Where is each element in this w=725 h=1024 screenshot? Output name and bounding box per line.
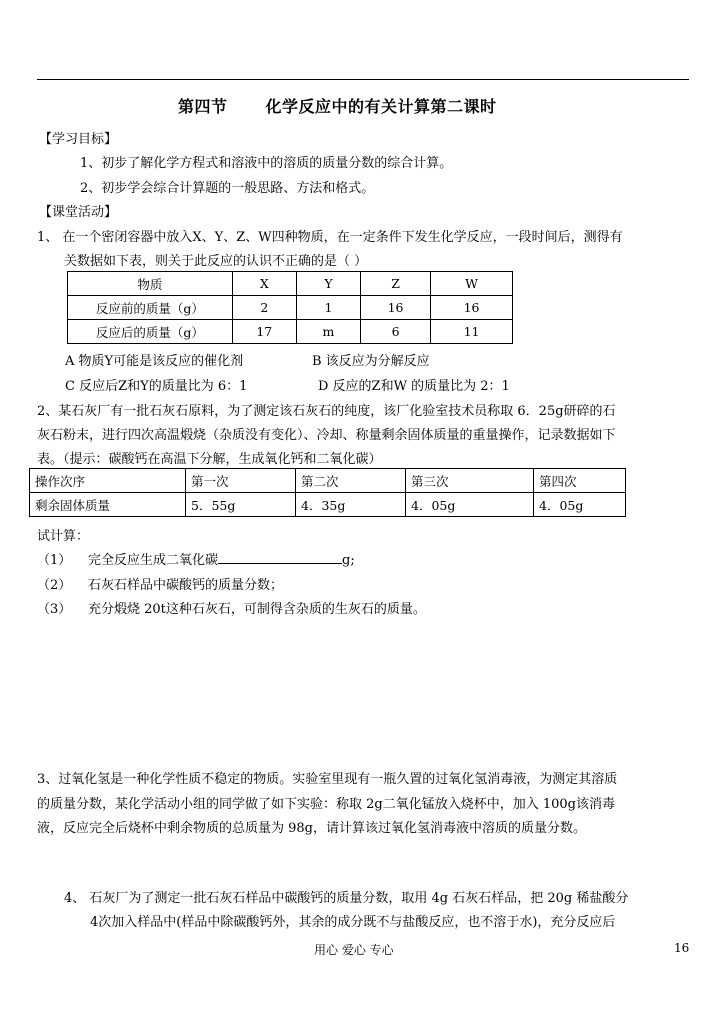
table-cell: 11 xyxy=(431,320,513,344)
table-row xyxy=(68,320,513,344)
q3-line-1: 3、过氧化氢是一种化学性质不稳定的物质。实验室里现有一瓶久置的过氧化氢消毒液，为测定其溶质 xyxy=(37,772,618,787)
q3-line-2: 的质量分数，某化学活动小组的同学做了如下实验：称取 2g二氧化锰放入烧杯中，加入 100g该消毒 xyxy=(37,797,615,812)
q2-sub1-unit: g; xyxy=(342,553,355,568)
q1-option-a: A 物质Y可能是该反应的催化剂 xyxy=(65,354,244,369)
q2-sub1 xyxy=(88,549,355,568)
q4-line-1: 4、 石灰厂为了测定一批石灰石样品中碳酸钙的质量分数，取用 4g 石灰石样品，把 20g 稀盐酸分 xyxy=(64,891,629,906)
table-cell: 17 xyxy=(232,320,296,344)
q2-sub3: 充分煅烧 20t这种石灰石，可制得含杂质的生灰石的质量。 xyxy=(88,602,426,617)
table-row xyxy=(68,272,513,296)
table-header-cell: 物质 xyxy=(68,272,233,296)
table-cell: 反应后的质量（g） xyxy=(68,320,233,344)
q2-line-2: 灰石粉末，进行四次高温煅烧（杂质没有变化）、冷却、称量剩余固体质量的重量操作，记录数据如下 xyxy=(37,428,616,443)
q1-table xyxy=(67,271,513,344)
table-header-cell: Y xyxy=(296,272,360,296)
goal-item-1: 1、初步了解化学方程式和溶液中的溶质的质量分数的综合计算。 xyxy=(80,156,453,171)
table-row xyxy=(30,469,626,493)
table-row xyxy=(30,493,626,517)
table-cell: 6 xyxy=(361,320,431,344)
q1-option-c: C 反应后Z和Y的质量比为 6：1 xyxy=(65,379,248,394)
page-title: 第四节 化学反应中的有关计算第二课时 xyxy=(178,97,497,116)
table-header-cell: W xyxy=(431,272,513,296)
q1-option-b: B 该反应为分解反应 xyxy=(312,354,430,369)
table-cell: 4．05g xyxy=(406,493,534,517)
activity-heading: 【课堂活动】 xyxy=(39,205,118,220)
q2-line-3: 表。（提示：碳酸钙在高温下分解，生成氧化钙和二氧化碳） xyxy=(37,452,382,467)
q2-sub1-number: （1） xyxy=(37,553,72,568)
table-cell: 5．55g xyxy=(186,493,296,517)
table-header-cell: 第二次 xyxy=(296,469,406,493)
table-header-cell: 第三次 xyxy=(406,469,534,493)
q2-table xyxy=(29,468,626,517)
table-header-cell: X xyxy=(232,272,296,296)
header-rule xyxy=(37,79,689,80)
q2-sub3-number: （3） xyxy=(37,602,72,617)
footer-motto: 用心 爱心 专心 xyxy=(314,943,394,957)
goal-item-2: 2、初步学会综合计算题的一般思路、方法和格式。 xyxy=(80,181,375,196)
table-cell: 反应前的质量（g） xyxy=(68,296,233,320)
goals-heading: 【学习目标】 xyxy=(39,132,118,147)
page-number: 16 xyxy=(674,941,690,955)
q1-option-d: D 反应的Z和W 的质量比为 2：1 xyxy=(318,379,510,394)
q3-line-3: 液，反应完全后烧杯中剩余物质的总质量为 98g，请计算该过氧化氢消毒液中溶质的质量分数。 xyxy=(37,821,586,836)
q1-line-2: 关数据如下表，则关于此反应的认识不正确的是（ ） xyxy=(64,254,368,269)
q2-ask: 试计算： xyxy=(37,529,90,544)
table-cell: 16 xyxy=(361,296,431,320)
answer-blank[interactable] xyxy=(218,552,342,564)
q4-line-2: 4次加入样品中(样品中除碳酸钙外，其余的成分既不与盐酸反应，也不溶于水)，充分反应后 xyxy=(90,915,616,930)
table-header-cell: 第四次 xyxy=(534,469,626,493)
q2-sub2-number: （2） xyxy=(37,578,72,593)
table-cell: 1 xyxy=(296,296,360,320)
q2-sub2: 石灰石样品中碳酸钙的质量分数； xyxy=(88,578,284,593)
table-cell: 剩余固体质量 xyxy=(30,493,186,517)
q2-line-1: 2、某石灰厂有一批石灰石原料，为了测定该石灰石的纯度，该厂化验室技术员称取 6．25g研碎的石 xyxy=(37,404,616,419)
q2-sub1-text: 完全反应生成二氧化碳 xyxy=(88,553,219,568)
table-cell: 4．05g xyxy=(534,493,626,517)
table-header-cell: 操作次序 xyxy=(30,469,186,493)
table-cell: 2 xyxy=(232,296,296,320)
q1-line-1: 1、 在一个密闭容器中放入X、Y、Z、W四种物质，在一定条件下发生化学反应，一段时间后，测得有 xyxy=(37,230,623,245)
table-header-cell: Z xyxy=(361,272,431,296)
table-header-cell: 第一次 xyxy=(186,469,296,493)
table-cell: 4．35g xyxy=(296,493,406,517)
table-cell: 16 xyxy=(431,296,513,320)
table-cell: m xyxy=(296,320,360,344)
table-row xyxy=(68,296,513,320)
